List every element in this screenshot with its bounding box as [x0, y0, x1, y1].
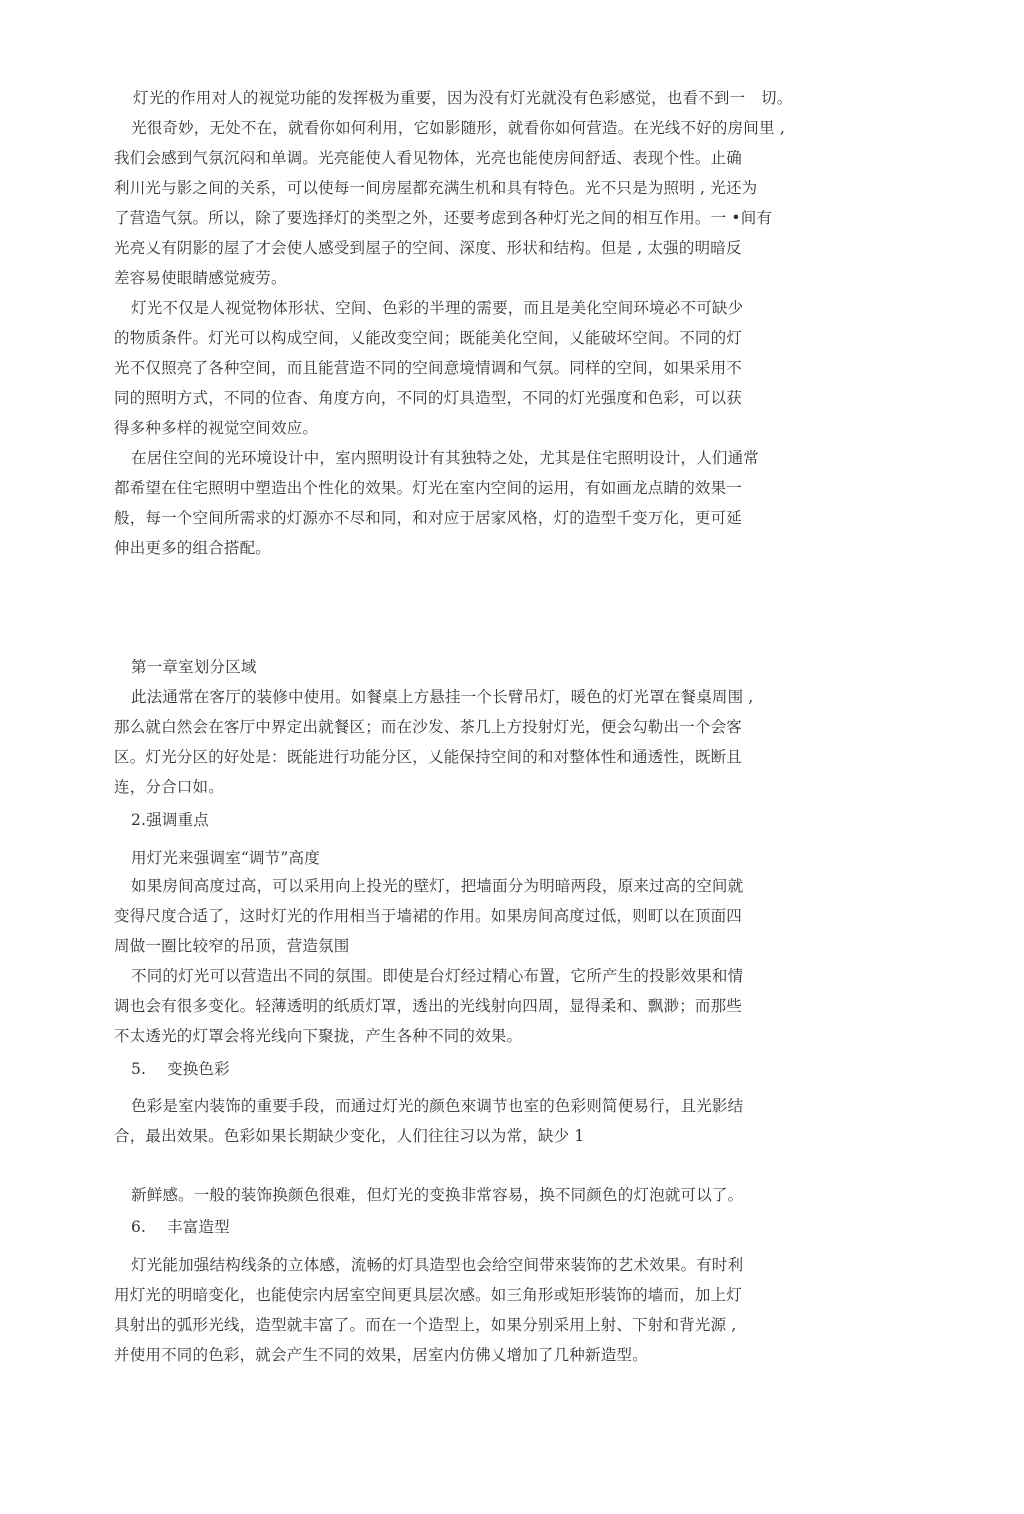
text-line: 了营造气氛。所以，除了要选择灯的类型之外，还要考虑到各种灯光之间的相互作用。一 •间有 — [114, 209, 773, 227]
text-line: 得多种多样的视觉空间效应。 — [114, 419, 319, 437]
text-line: 新鲜感。一般的装饰换颜色很难，但灯光的变换非常容易，换不同颜色的灯泡就可以了。 — [131, 1186, 744, 1204]
section-heading: 用灯光来强调室“调节”高度 — [131, 849, 320, 867]
text-line: 调也会有很多变化。轻薄透明的纸质灯罩，透出的光线射向四周，显得柔和、飘渺；而那些 — [114, 997, 743, 1015]
text-line: 不太透光的灯罩会将光线向下聚拢，产生各种不同的效果。 — [114, 1027, 523, 1045]
text-line: 合，最出效果。色彩如果长期缺少变化，人们往往习以为常，缺少 1 — [114, 1127, 585, 1145]
text-line: 同的照明方式，不同的位杳、角度方向，不同的灯具造型，不同的灯光强度和色彩，可以获 — [114, 389, 743, 407]
text-line: 般，每一个空间所需求的灯源亦不尽和同，和对应于居家风格，灯的造型千变万化，更可延 — [114, 509, 743, 527]
text-line: 灯光能加强结构线条的立体感，流畅的灯具造型也会给空间带來装饰的艺术效果。有时利 — [131, 1256, 744, 1274]
text-line: 灯光的作用对人的视觉功能的发挥极为重要，因为没有灯光就没有色彩感觉，也看不到一 切。 — [133, 89, 793, 107]
text-line: 我们会感到气氛沉闷和单调。光亮能使人看见物体，光亮也能使房间舒适、表现个性。止确 — [114, 149, 743, 167]
text-line: 都希望在住宅照明中塑造出个性化的效果。灯光在室内空间的运用，有如画龙点睛的效果一 — [114, 479, 743, 497]
text-line: 具射出的弧形光线，造型就丰富了。而在一个造型上，如果分别采用上射、下射和背光源 , — [114, 1316, 737, 1334]
text-line: 如果房间高度过高，可以采用向上投光的壁灯，把墙面分为明暗两段，原来过高的空间就 — [131, 877, 744, 895]
text-line: 区。灯光分区的好处是：既能进行功能分区，乂能保持空间的和对整体性和通透性，既断且 — [114, 748, 743, 766]
text-line: 那么就白然会在客厅中界定出就餐区；而在沙发、茶几上方投射灯光，便会勾勒出一个会客 — [114, 718, 743, 736]
section-heading: 2.强调重点 — [131, 811, 209, 829]
text-line: 的物质条件。灯光可以构成空间，乂能改变空间；既能美化空间，乂能破坏空间。不同的灯 — [114, 329, 743, 347]
text-line: 此法通常在客厅的装修中使用。如餐桌上方悬挂一个长臂吊灯，暖色的灯光罩在餐桌周围 , — [131, 688, 754, 706]
text-line: 不同的灯光可以营造出不同的氛围。即使是台灯经过精心布置，它所产生的投影效果和情 — [131, 967, 744, 985]
text-line: 变得尺度合适了，这时灯光的作用相当于墙裙的作用。如果房间高度过低，则町以在顶面四 — [114, 907, 743, 925]
text-line: 并使用不同的色彩，就会产生不同的效果，居室内仿佛乂增加了几种新造型。 — [114, 1346, 648, 1364]
section-heading: 第一章室划分区域 — [131, 658, 257, 676]
text-line: 色彩是室内装饰的重要手段，而通过灯光的颜色來调节也室的色彩则简便易行，且光影结 — [131, 1097, 744, 1115]
text-line: 利川光与影之间的关系，可以使每一间房屋都充满生机和具有特色。光不只是为照明 , 光还为 — [114, 179, 758, 197]
text-line: 用灯光的明暗变化，也能使宗内居室空间更具层次感。如三角形或矩形装饰的墙而，加上灯 — [114, 1286, 743, 1304]
text-line: 在居住空间的光环境设计中，室内照明设计有其独特之处，尤其是住宅照明设计，人们通常 — [131, 449, 760, 467]
text-line: 差容易使眼睛感觉疲劳。 — [114, 269, 287, 287]
text-line: 光亮乂有阴影的屋了才会使人感受到屋子的空间、深度、形状和结构。但是 , 太强的明暗反 — [114, 239, 742, 257]
text-line: 光很奇妙，无处不在，就看你如何利用，它如影随形，就看你如何营造。在光线不好的房间里 , — [131, 119, 785, 137]
text-line: 灯光不仅是人视觉物体形状、空间、色彩的半理的需要，而且是美化空间环境必不可缺少 — [131, 299, 744, 317]
section-heading: 6. 丰富造型 — [131, 1218, 230, 1236]
text-line: 光不仅照亮了各种空间，而且能营造不同的空间意境情调和气氛。同样的空间，如果采用不 — [114, 359, 743, 377]
text-line: 伸出更多的组合搭配。 — [114, 539, 272, 557]
text-line: 连，分合口如。 — [114, 778, 224, 796]
text-line: 周做一圈比较窄的吊顶，营造氛围 — [114, 937, 350, 955]
section-heading: 5. 变换色彩 — [131, 1060, 230, 1078]
